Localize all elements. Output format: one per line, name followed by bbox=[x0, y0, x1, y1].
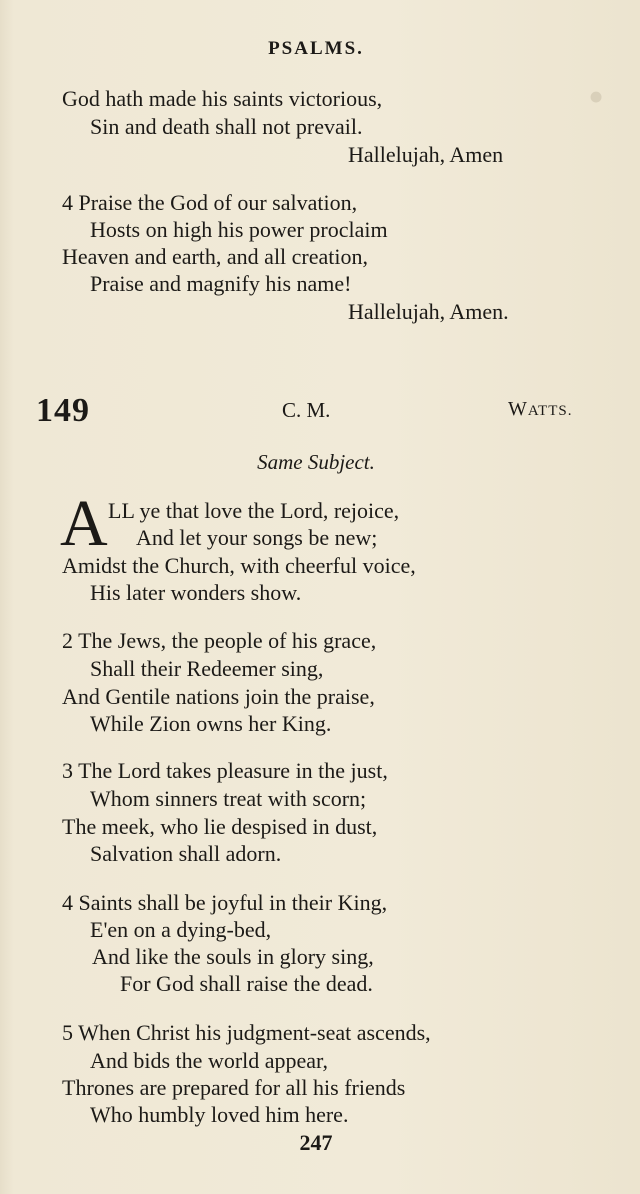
verse-line: For God shall raise the dead. bbox=[120, 971, 373, 996]
stanza-line: Praise and magnify his name! bbox=[90, 271, 352, 296]
stanza-line: Hosts on high his power proclaim bbox=[90, 217, 388, 242]
verse-line: And bids the world appear, bbox=[90, 1048, 329, 1073]
page-number: 247 bbox=[299, 1130, 333, 1155]
verse-line: And like the souls in glory sing, bbox=[92, 944, 374, 969]
author-rest: ATTS. bbox=[527, 403, 573, 419]
verse-line: Whom sinners treat with scorn; bbox=[90, 786, 367, 811]
stanza-line: Sin and death shall not prevail. bbox=[90, 114, 363, 139]
verse-line: 4 Saints shall be joyful in their King, bbox=[62, 890, 388, 915]
drop-cap: A bbox=[60, 487, 108, 560]
verse-line: Who humbly loved him here. bbox=[90, 1102, 349, 1127]
verse-line: E'en on a dying-bed, bbox=[90, 917, 272, 942]
verse-line: 5 When Christ his judgment-seat ascends, bbox=[62, 1020, 431, 1045]
hymn-subtitle: Same Subject. bbox=[257, 450, 375, 474]
verse-line: And let your songs be new; bbox=[136, 525, 378, 550]
verse-line: The meek, who lie despised in dust, bbox=[62, 814, 378, 839]
verse-line: His later wonders show. bbox=[90, 580, 302, 605]
verse-line: While Zion owns her King. bbox=[90, 711, 332, 736]
verse-line: LL ye that love the Lord, rejoice, bbox=[108, 498, 400, 523]
hymn-author bbox=[508, 398, 572, 421]
running-head: PSALMS. bbox=[268, 38, 364, 59]
verse-line: 3 The Lord takes pleasure in the just, bbox=[62, 758, 388, 783]
verse-line: 2 The Jews, the people of his grace, bbox=[62, 628, 377, 653]
verse-line: Thrones are prepared for all his friends bbox=[62, 1075, 406, 1100]
refrain-line: Hallelujah, Amen. bbox=[348, 299, 509, 324]
refrain-line: Hallelujah, Amen bbox=[348, 142, 504, 167]
author-initial: W bbox=[508, 398, 528, 420]
show-through-mark: • bbox=[588, 71, 605, 122]
verse-line: Salvation shall adorn. bbox=[90, 841, 282, 866]
verse-line: Shall their Redeemer sing, bbox=[90, 656, 324, 681]
stanza-line: Heaven and earth, and all creation, bbox=[62, 244, 369, 269]
verse-line: And Gentile nations join the praise, bbox=[62, 684, 375, 709]
stanza-line: God hath made his saints victorious, bbox=[62, 86, 383, 111]
verse-line: Amidst the Church, with cheerful voice, bbox=[62, 553, 416, 578]
hymn-meter: C. M. bbox=[282, 398, 331, 422]
hymn-number: 149 bbox=[36, 392, 90, 429]
stanza-line: 4 Praise the God of our salvation, bbox=[62, 190, 358, 215]
